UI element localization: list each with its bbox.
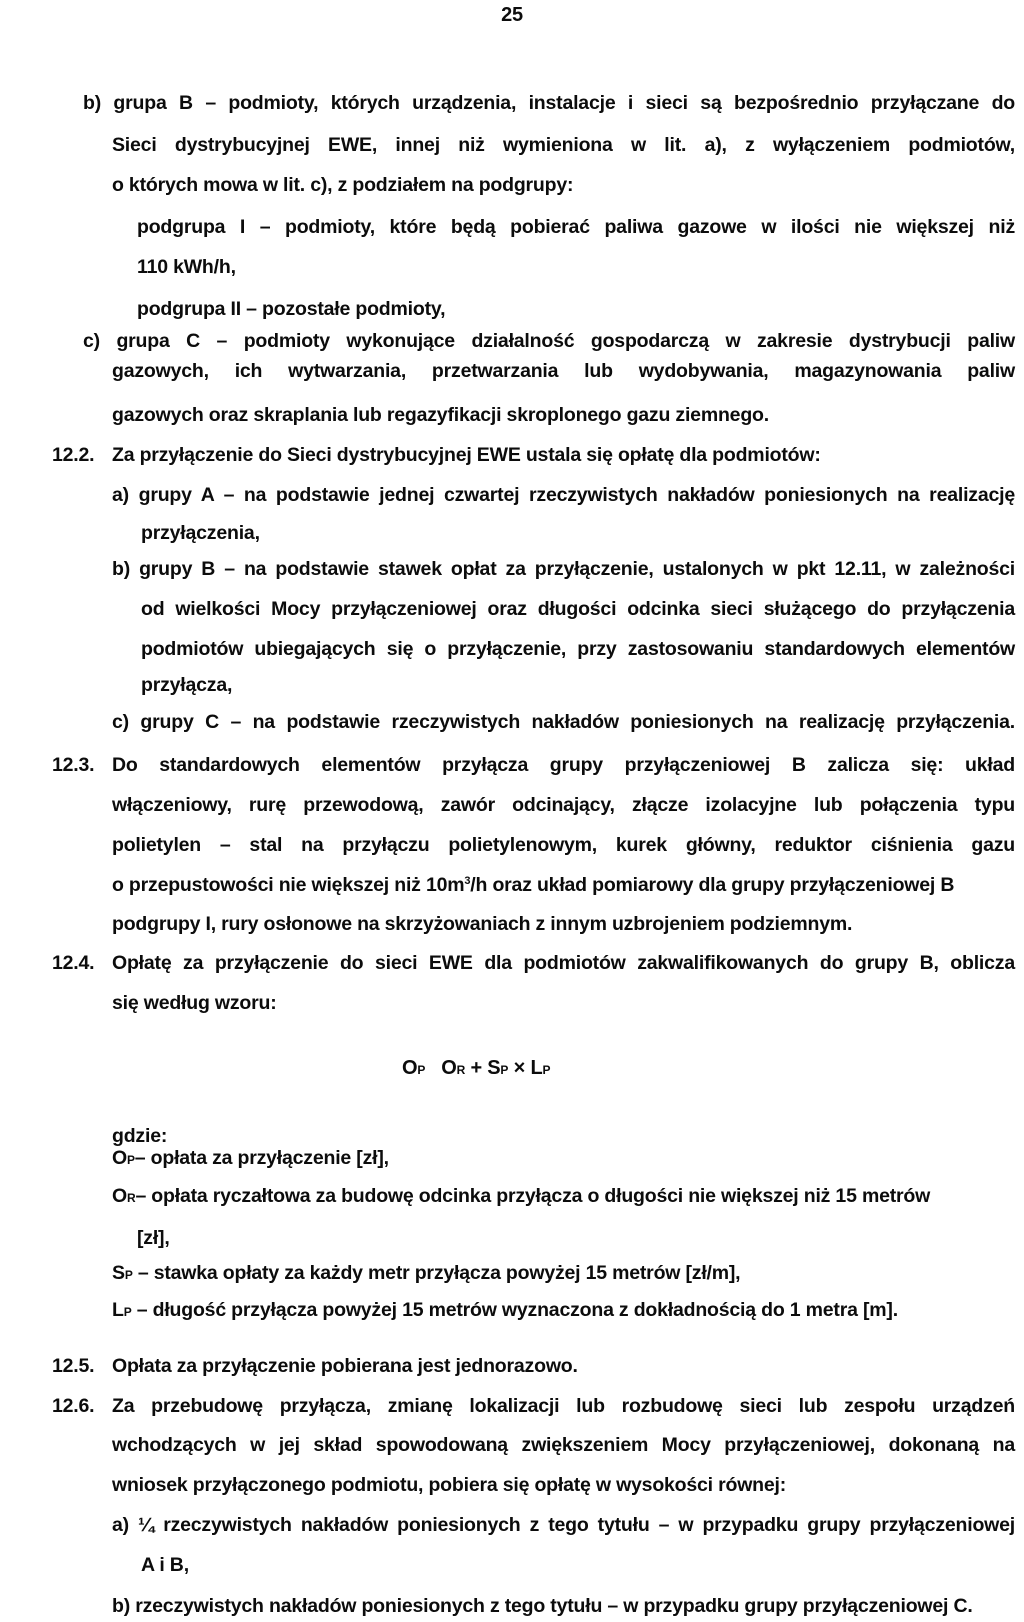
subgroup-2: podgrupa II – pozostałe podmioty, [137, 298, 446, 320]
section-number-12-2: 12.2. [52, 444, 95, 466]
group-b-line-2: Sieci dystrybucyjnej EWE, innej niż wymieniona w lit. a), z wyłączeniem podmiotów, [112, 134, 1015, 156]
section-12-2-b-line-3: podmiotów ubiegających się o przyłączenie, przy zastosowaniu standardowych elementów [141, 638, 1015, 660]
section-12-2-intro: Za przyłączenie do Sieci dystrybucyjnej EWE ustala się opłatę dla podmiotów: [112, 444, 821, 466]
section-12-6-line-2: wchodzących w jej skład spowodowaną zwiększeniem Mocy przyłączeniowej, dokonaną na [112, 1434, 1015, 1456]
section-12-5-text: Opłata za przyłączenie pobierana jest jednorazowo. [112, 1355, 578, 1377]
where-label: gdzie: [112, 1125, 168, 1147]
definition-lp: LP – długość przyłącza powyżej 15 metrów wyznaczona z dokładnością do 1 metra [m]. [112, 1299, 898, 1321]
section-12-3-line-4: o przepustowości nie większej niż $10m^3/h$ oraz układ pomiarowy dla grupy przyłączeniowej B [112, 874, 955, 896]
section-12-2-a-line-2: przyłączenia, [141, 522, 260, 544]
definition-op: OP– opłata za przyłączenie [zł], [112, 1147, 389, 1169]
section-number-12-4: 12.4. [52, 952, 95, 974]
section-12-3-line-3: polietylen – stal na przyłączu polietylenowym, kurek główny, reduktor ciśnienia gazu [112, 834, 1015, 856]
definition-or-line-2: [zł], [137, 1227, 170, 1249]
section-12-6-a-line-1: a) ¼ rzeczywistych nakładów poniesionych z tego tytułu – w przypadku grupy przyłączeniowej [112, 1514, 1015, 1536]
section-12-4-line-2: się według wzoru: [112, 992, 277, 1014]
section-number-12-5: 12.5. [52, 1355, 95, 1377]
section-number-12-3: 12.3. [52, 754, 95, 776]
definition-sp: SP – stawka opłaty za każdy metr przyłącza powyżej 15 metrów [zł/m], [112, 1262, 741, 1284]
section-number-12-6: 12.6. [52, 1395, 95, 1417]
section-12-6-line-3: wniosek przyłączonego podmiotu, pobiera się opłatę w wysokości równej: [112, 1474, 787, 1496]
section-12-6-line-1: Za przebudowę przyłącza, zmianę lokalizacji lub rozbudowę sieci lub zespołu urządzeń [112, 1395, 1015, 1417]
group-c-line-1: c) grupa C – podmioty wykonujące działalność gospodarczą w zakresie dystrybucji paliw [83, 330, 1015, 352]
definition-or: OR– opłata ryczałtowa za budowę odcinka przyłącza o długości nie większej niż 15 metrów [112, 1185, 931, 1207]
group-b-line-1: b) grupa B – podmioty, których urządzenia, instalacje i sieci są bezpośrednio przyłączane do [83, 92, 1015, 114]
page-number: 25 [501, 4, 523, 26]
section-12-2-b-line-1: b) grupy B – na podstawie stawek opłat za przyłączenie, ustalonych w pkt 12.11, w zależności [112, 558, 1015, 580]
section-12-2-b-line-2: od wielkości Mocy przyłączeniowej oraz długości odcinka sieci służącego do przyłączenia [141, 598, 1015, 620]
group-c-line-2: gazowych, ich wytwarzania, przetwarzania lub wydobywania, magazynowania paliw [112, 360, 1015, 382]
subgroup-1-line-1: podgrupa I – podmioty, które będą pobierać paliwa gazowe w ilości nie większej niż [137, 216, 1015, 238]
group-c-line-3: gazowych oraz skraplania lub regazyfikacji skroplonego gazu ziemnego. [112, 404, 769, 426]
section-12-2-b-line-4: przyłącza, [141, 674, 233, 696]
section-12-6-b-line-1: b) rzeczywistych nakładów poniesionych z tego tytułu – w przypadku grupy przyłączeniowej C. [112, 1595, 973, 1617]
section-12-3-line-5: podgrupy I, rury osłonowe na skrzyżowaniach z innym uzbrojeniem podziemnym. [112, 913, 853, 935]
group-b-line-3: o których mowa w lit. c), z podziałem na podgrupy: [112, 174, 574, 196]
section-12-3-line-1: Do standardowych elementów przyłącza grupy przyłączeniowej B zalicza się: układ [112, 754, 1015, 776]
section-12-2-c-line-1: c) grupy C – na podstawie rzeczywistych nakładów poniesionych na realizację przyłączenia. [112, 711, 1015, 733]
subgroup-1-line-2: 110 kWh/h, [137, 256, 236, 278]
section-12-6-a-line-2: A i B, [141, 1554, 189, 1576]
section-12-4-line-1: Opłatę za przyłączenie do sieci EWE dla podmiotów zakwalifikowanych do grupy B, oblicza [112, 952, 1015, 974]
fee-formula: OP OR + SP × LP [402, 1057, 551, 1079]
section-12-2-a-line-1: a) grupy A – na podstawie jednej czwartej rzeczywistych nakładów poniesionych na realizację [112, 484, 1015, 506]
section-12-3-line-2: włączeniowy, rurę przewodową, zawór odcinający, złącze izolacyjne lub połączenia typu [112, 794, 1015, 816]
